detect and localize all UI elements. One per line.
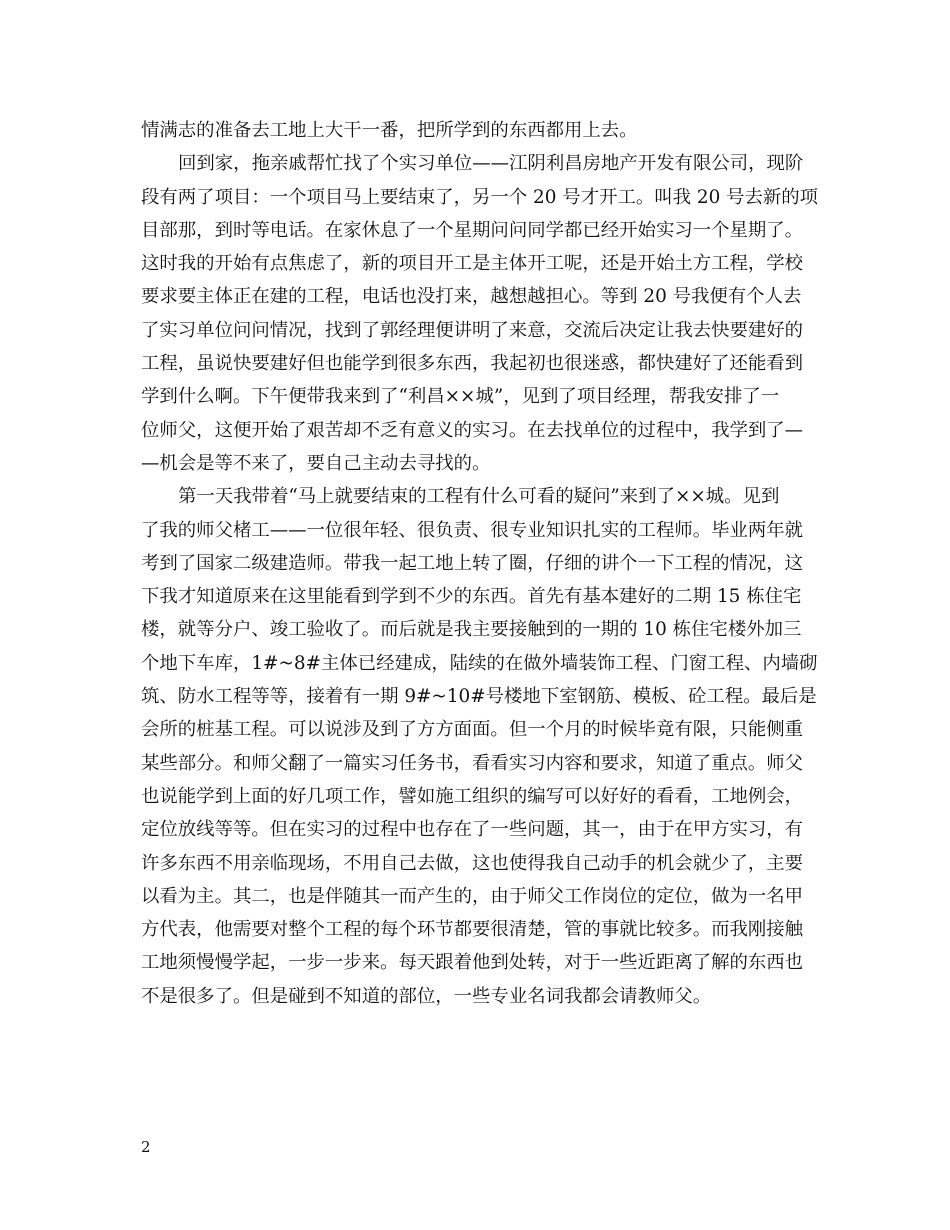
page-number: 2 — [141, 1138, 151, 1156]
text-line: 回到家，拖亲戚帮忙找了个实习单位——江阴利昌房地产开发有限公司，现阶 — [178, 153, 804, 175]
text-line: 工地须慢慢学起，一步一步来。每天跟着他到处转，对于一些近距离了解的东西也 — [141, 952, 804, 974]
text-line: 也说能学到上面的好几项工作，譬如施工组织的编写可以好好的看看，工地例会， — [141, 785, 804, 807]
text-line: 学到什么啊。下午便带我来到了“利昌××城”，见到了项目经理，帮我安排了一 — [141, 386, 780, 408]
text-line: 考到了国家二级建造师。带我一起工地上转了圈，仔细的讲个一下工程的情况，这 — [141, 552, 804, 574]
body-text — [141, 114, 819, 1013]
text-line: 筑、防水工程等等，接着有一期 9#~10#号楼地下室钢筋、模板、砼工程。最后是 — [141, 686, 817, 708]
text-line: 个地下车库，1#~8#主体已经建成，陆续的在做外墙装饰工程、门窗工程、内墙砌 — [141, 652, 818, 674]
text-line: 工程，虽说快要建好但也能学到很多东西，我起初也很迷惑，都快建好了还能看到 — [141, 353, 804, 375]
text-line: —机会是等不来了，要自己主动去寻找的。 — [141, 452, 491, 474]
text-line: 定位放线等等。但在实习的过程中也存在了一些问题，其一，由于在甲方实习，有 — [141, 819, 804, 841]
text-line: 位师父，这便开始了艰苦却不乏有意义的实习。在去找单位的过程中，我学到了— — [141, 419, 804, 441]
text-line: 许多东西不用亲临现场，不用自己去做，这也使得我自己动手的机会就少了，主要 — [141, 852, 804, 874]
text-line: 第一天我带着“马上就要结束的工程有什么可看的疑问”来到了××城。见到 — [178, 486, 780, 508]
text-line: 以看为主。其二，也是伴随其一而产生的，由于师父工作岗位的定位，做为一名甲 — [141, 885, 804, 907]
text-line: 方代表，他需要对整个工程的每个环节都要很清楚，管的事就比较多。而我刚接触 — [141, 919, 804, 941]
text-line: 下我才知道原来在这里能看到学到不少的东西。首先有基本建好的二期 15 栋住宅 — [141, 586, 802, 608]
text-line: 目部那，到时等电话。在家休息了一个星期问问同学都已经开始实习一个星期了。 — [141, 219, 804, 241]
text-line: 情满志的准备去工地上大干一番，把所学到的东西都用上去。 — [141, 120, 638, 141]
text-line: 了我的师父楮工——一位很年轻、很负责、很专业知识扎实的工程师。毕业两年就 — [141, 519, 804, 541]
text-line: 了实习单位问问情况，找到了郭经理便讲明了来意，交流后决定让我去快要建好的 — [141, 319, 804, 341]
text-line: 某些部分。和师父翻了一篇实习任务书，看看实习内容和要求，知道了重点。师父 — [141, 752, 804, 774]
text-line: 要求要主体正在建的工程，电话也没打来，越想越担心。等到 20 号我便有个人去 — [141, 286, 802, 308]
text-line: 楼，就等分户、竣工验收了。而后就是我主要接触到的一期的 10 栋住宅楼外加三 — [141, 619, 802, 641]
text-line: 不是很多了。但是碰到不知道的部位，一些专业名词我都会请教师父。 — [141, 985, 712, 1007]
text-line: 段有两了项目：一个项目马上要结束了，另一个 20 号才开工。叫我 20 号去新的项 — [141, 186, 819, 208]
text-line: 会所的桩基工程。可以说涉及到了方方面面。但一个月的时候毕竟有限，只能侧重 — [141, 719, 804, 741]
text-line: 这时我的开始有点焦虑了，新的项目开工是主体开工呢，还是开始土方工程，学校 — [141, 253, 804, 275]
